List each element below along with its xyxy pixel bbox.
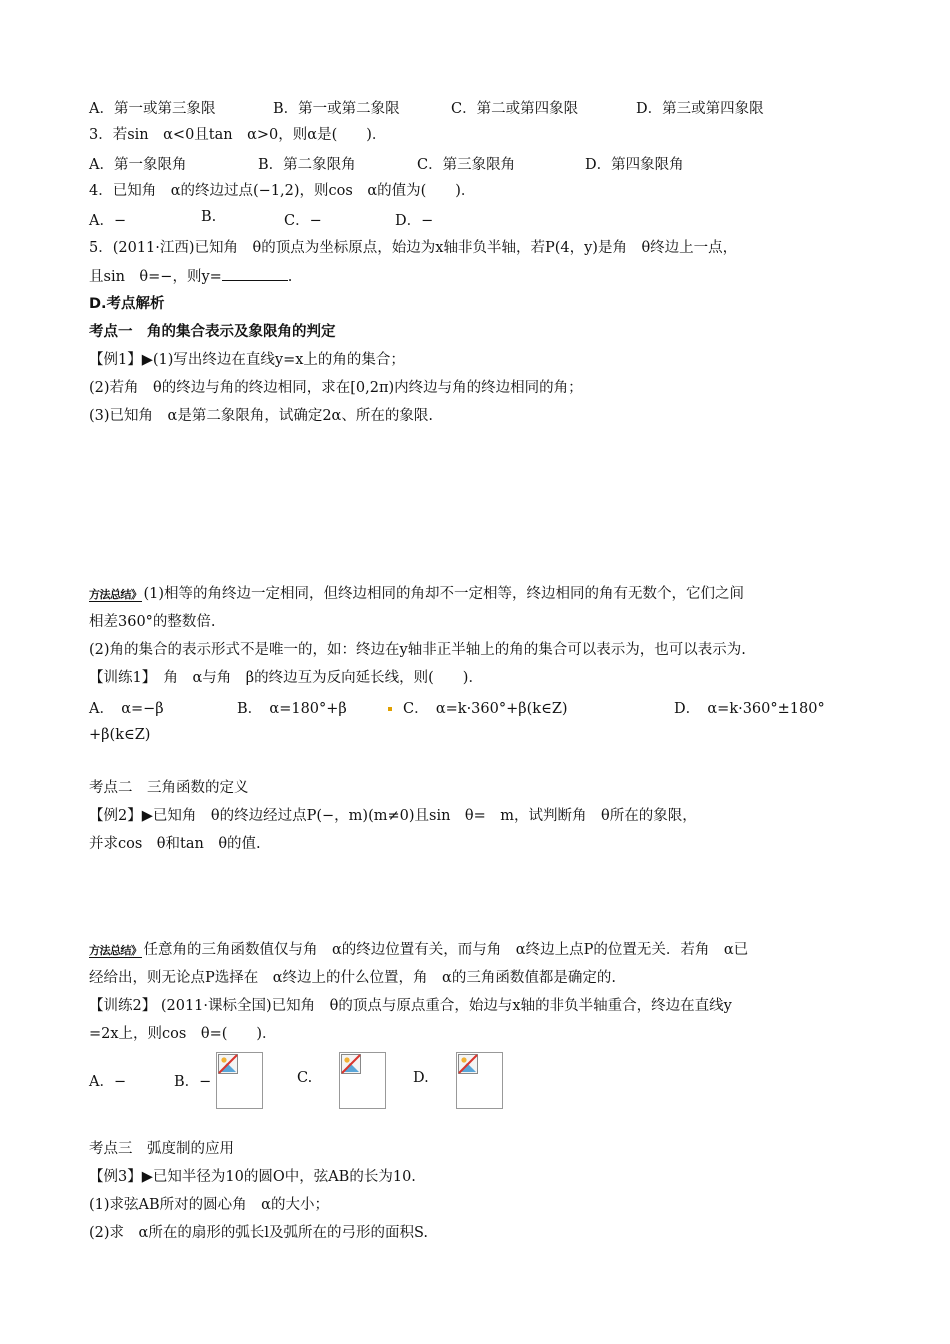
highlight-dot — [388, 707, 392, 711]
q4-stem: 4．已知角 α的终边过点(−1,2)，则cos α的值为( )． — [89, 183, 476, 199]
training1-option-d: D． α=k·360°±180° — [674, 701, 825, 717]
method-summary2-line1 — [89, 940, 748, 960]
broken-image-c — [339, 1052, 386, 1109]
kaodian3-title: 考点三 弧度制的应用 — [89, 1141, 234, 1157]
q4-option-a: A．− — [89, 213, 127, 229]
q3-stem: 3．若sin α<0且tan α>0，则α是( )． — [89, 127, 387, 143]
example3-line2: (1)求弦AB所对的圆心角 α的大小； — [89, 1197, 329, 1213]
training2-line2: =2x上，则cos θ=( )． — [89, 1026, 277, 1042]
example3-line3: (2)求 α所在的扇形的弧长l及弧所在的弓形的面积S. — [89, 1225, 428, 1241]
example2-line2: 并求cos θ和tan θ的值. — [89, 836, 261, 852]
training2-option-a: A．− — [89, 1074, 127, 1090]
training2-option-c: C. — [297, 1070, 313, 1086]
q4-option-d: D．− — [395, 213, 434, 229]
method-summary1-text: (1)相等的角终边一定相同，但终边相同的角却不一定相等，终边相同的角有无数个，它们之间 — [143, 586, 745, 602]
method-summary1-line1 — [89, 584, 744, 604]
training2-line1: 【训练2】 (2011·课标全国)已知角 θ的顶点与原点重合，始边与x轴的非负半轴重合，终边在直线y — [89, 998, 732, 1014]
training1-option-b: B． α=180°+β — [237, 701, 347, 717]
method-summary-tag: 方法总结》 — [89, 588, 142, 601]
method-summary1-line2: 相差360°的整数倍. — [89, 614, 216, 630]
q4-option-c: C．− — [284, 213, 322, 229]
q5-line2-end: . — [287, 269, 293, 285]
q2-option-b: B．第一或第二象限 — [273, 101, 400, 117]
q2-option-d: D．第三或第四象限 — [636, 101, 764, 117]
training2-option-b: B．− — [174, 1074, 212, 1090]
training1-option-a: A． α=−β — [89, 701, 164, 717]
broken-image-icon — [341, 1054, 361, 1074]
broken-image-icon — [218, 1054, 238, 1074]
q5-answer-blank — [222, 266, 288, 281]
q3-option-d: D．第四象限角 — [585, 157, 684, 173]
q4-option-b: B. — [201, 209, 217, 225]
example2-line1: 【例2】▶已知角 θ的终边经过点P(−，m)(m≠0)且sin θ= m，试判断角 θ所在的象限， — [89, 808, 697, 824]
example1-line1: 【例1】▶(1)写出终边在直线y=x上的角的集合； — [89, 352, 405, 368]
example3-line1: 【例3】▶已知半径为10的圆O中，弦AB的长为10. — [89, 1169, 416, 1185]
q5-line2 — [89, 266, 292, 287]
broken-image-b — [216, 1052, 263, 1109]
method-summary1-line3: (2)角的集合的表示形式不是唯一的，如：终边在y轴非正半轴上的角的集合可以表示为，也可以表示为. — [89, 642, 746, 658]
q2-option-c: C．第二或第四象限 — [451, 101, 579, 117]
broken-image-icon — [458, 1054, 478, 1074]
q3-option-a: A．第一象限角 — [89, 157, 187, 173]
broken-image-d — [456, 1052, 503, 1109]
training1-option-c: C． α=k·360°+β(k∈Z) — [403, 701, 568, 717]
method-summary2-line2: 经给出，则无论点P选择在 α终边上的什么位置，角 α的三角函数值都是确定的. — [89, 970, 616, 986]
q2-option-a: A．第一或第三象限 — [89, 101, 216, 117]
q5-line2-text: 且sin θ=−，则y= — [89, 269, 222, 285]
training1-option-d-cont: +β(k∈Z) — [89, 727, 151, 743]
training1-stem: 【训练1】 角 α与角 β的终边互为反向延长线，则( )． — [89, 670, 483, 686]
method-summary-tag-2: 方法总结》 — [89, 944, 142, 957]
example1-line2: (2)若角 θ的终边与角的终边相同，求在[0,2π)内终边与角的终边相同的角； — [89, 380, 583, 396]
q3-option-b: B．第二象限角 — [258, 157, 356, 173]
method-summary2-text: 任意角的三角函数值仅与角 α的终边位置有关，而与角 α终边上点P的位置无关．若角 α已 — [143, 942, 749, 958]
section-d-heading: D.考点解析 — [89, 296, 165, 312]
example1-line3: (3)已知角 α是第二象限角，试确定2α、所在的象限. — [89, 408, 433, 424]
kaodian1-title: 考点一 角的集合表示及象限角的判定 — [89, 323, 336, 340]
q5-line1: 5．(2011·江西)已知角 θ的顶点为坐标原点，始边为x轴非负半轴，若P(4，y)是角 θ终边上一点， — [89, 240, 738, 256]
q3-option-c: C．第三象限角 — [417, 157, 516, 173]
training2-option-d: D. — [413, 1070, 429, 1086]
kaodian2-title: 考点二 三角函数的定义 — [89, 780, 249, 796]
